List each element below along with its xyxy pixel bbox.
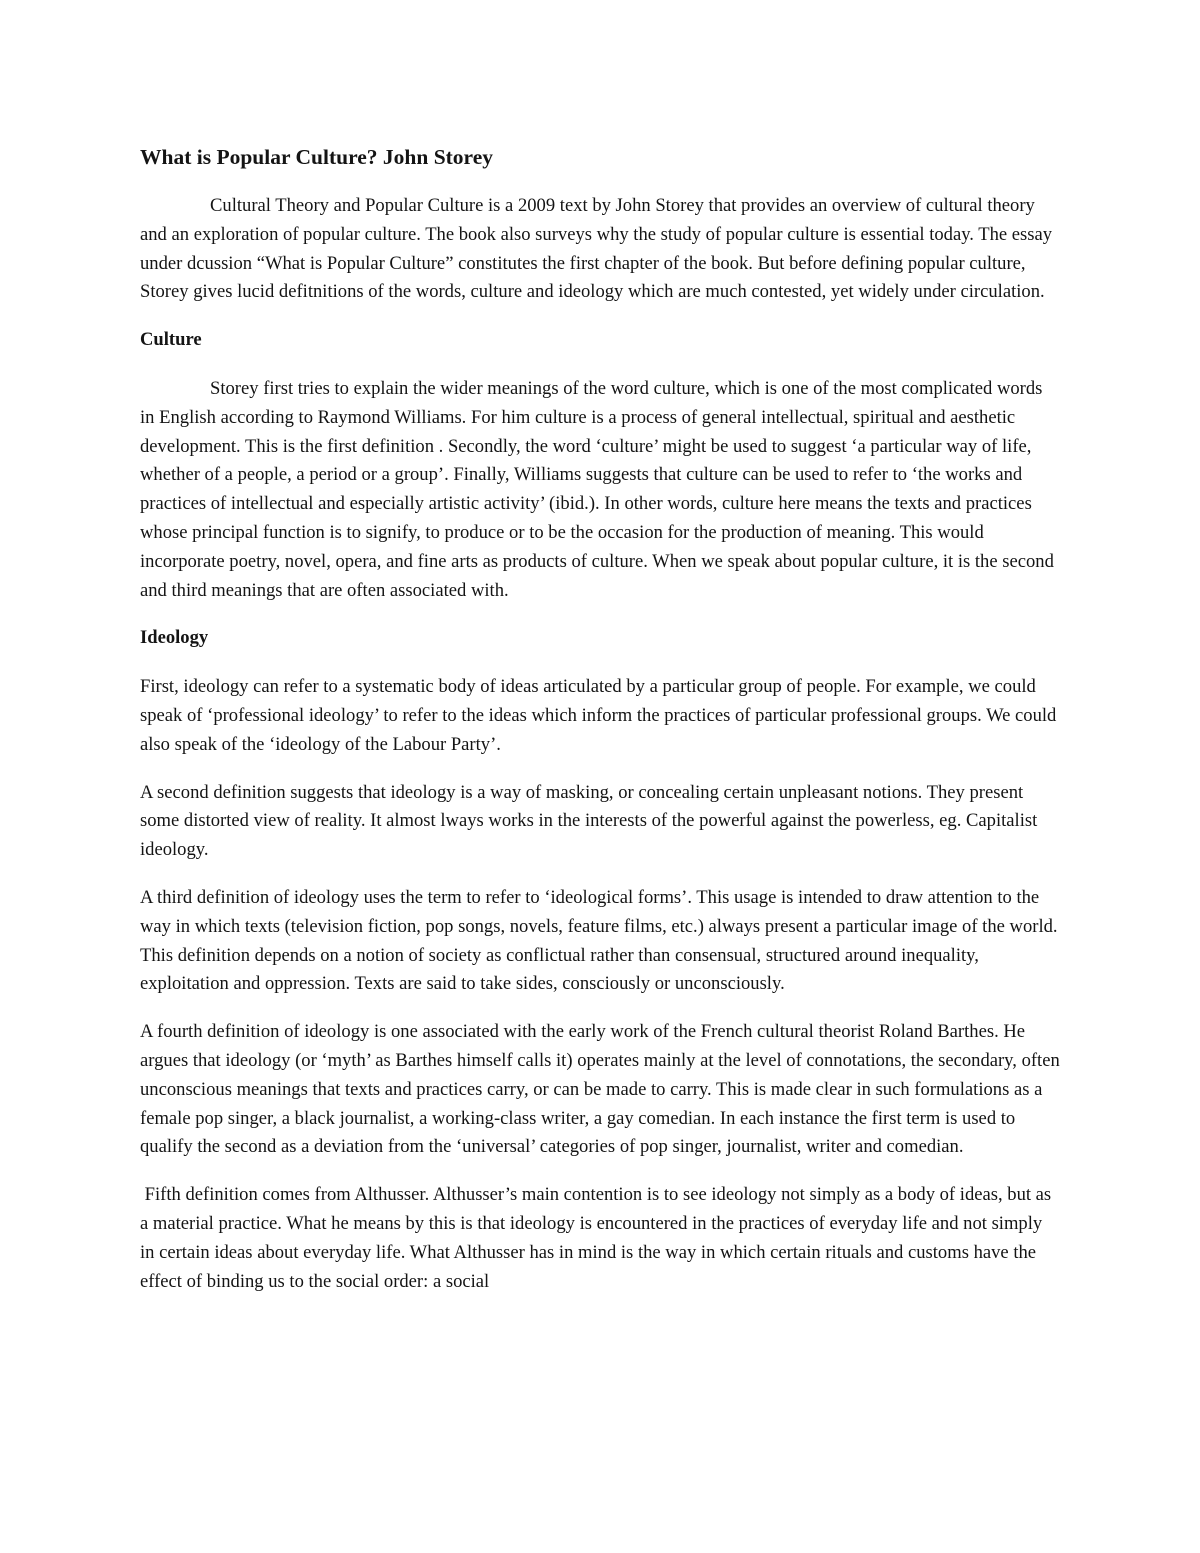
ideology-paragraph-2: A second definition suggests that ideology is a way of masking, or concealing certain unpleasant notions. They present some distorted view of reality. It almost lways works in the interests of the powerful against the powerless, eg. Capitalist ideology. (140, 781, 1038, 861)
ideology-paragraph-3: A third definition of ideology uses the term to refer to ‘ideological forms’. This usage is intended to draw attention to the way in which texts (television fiction, pop songs, novels, feature films, etc.) always present a particular image of the world. This definition depends on a notion of society as conflictual rather than consensual, structured around inequality, exploitation and oppression. Texts are said to take sides, consciously or unconsciously. (140, 886, 1058, 995)
intro-paragraph: Cultural Theory and Popular Culture is a 2009 text by John Storey that provides an overview of cultural theory and an exploration of popular culture. The book also surveys why the study of popular culture is essential today. The essay under dcussion “What is Popular Culture” constitutes the first chapter of the book. But before defining popular culture, Storey gives lucid defitnitions of the words, culture and ideology which are much contested, yet widely under circulation. (140, 195, 1053, 303)
ideology-paragraph-4: A fourth definition of ideology is one associated with the early work of the French cultural theorist Roland Barthes. He argues that ideology (or ‘myth’ as Barthes himself calls it) operates mainly at the level of connotations, the secondary, often unconscious meanings that texts and practices carry, or can be made to carry. This is made clear in such formulations as a female pop singer, a black journalist, a working-class writer, a gay comedian. In each instance the first term is used to qualify the second as a deviation from the ‘universal’ categories of pop singer, journalist, writer and comedian. (140, 1021, 1060, 1158)
section-heading-culture: Culture (140, 329, 202, 351)
ideology-paragraph-1: First, ideology can refer to a systematic body of ideas articulated by a particular group of people. For example, we could speak of ‘professional ideology’ to refer to the ideas which inform the practices of particular professional groups. We could also speak of the ‘ideology of the Labour Party’. (140, 676, 1057, 755)
document-title: What is Popular Culture? John Storey (140, 145, 494, 169)
ideology-paragraph-5: Fifth definition comes from Althusser. Althusser’s main contention is to see ideology not simply as a body of ideas, but as a material practice. What he means by this is that ideology is encountered in the practices of everyday life and not simply in certain ideas about everyday life. What Althusser has in mind is the way in which certain rituals and customs have the effect of binding us to the social order: a social (140, 1184, 1056, 1292)
culture-paragraph: Storey first tries to explain the wider meanings of the word culture, which is one of the most complicated words in English according to Raymond Williams. For him culture is a process of general intellectual, spiritual and aesthetic development. This is the first definition . Secondly, the word ‘culture’ might be used to suggest ‘a particular way of life, whether of a people, a period or a group’. Finally, Williams suggests that culture can be used to refer to ‘the works and practices of intellectual and especially artistic activity’ (ibid.). In other words, culture here means the texts and practices whose principal function is to signify, to produce or to be the occasion for the production of meaning. This would incorporate poetry, novel, opera, and fine arts as products of culture. When we speak about popular culture, it is the second and third meanings that are often associated with. (140, 377, 1054, 601)
section-heading-ideology: Ideology (140, 627, 209, 649)
